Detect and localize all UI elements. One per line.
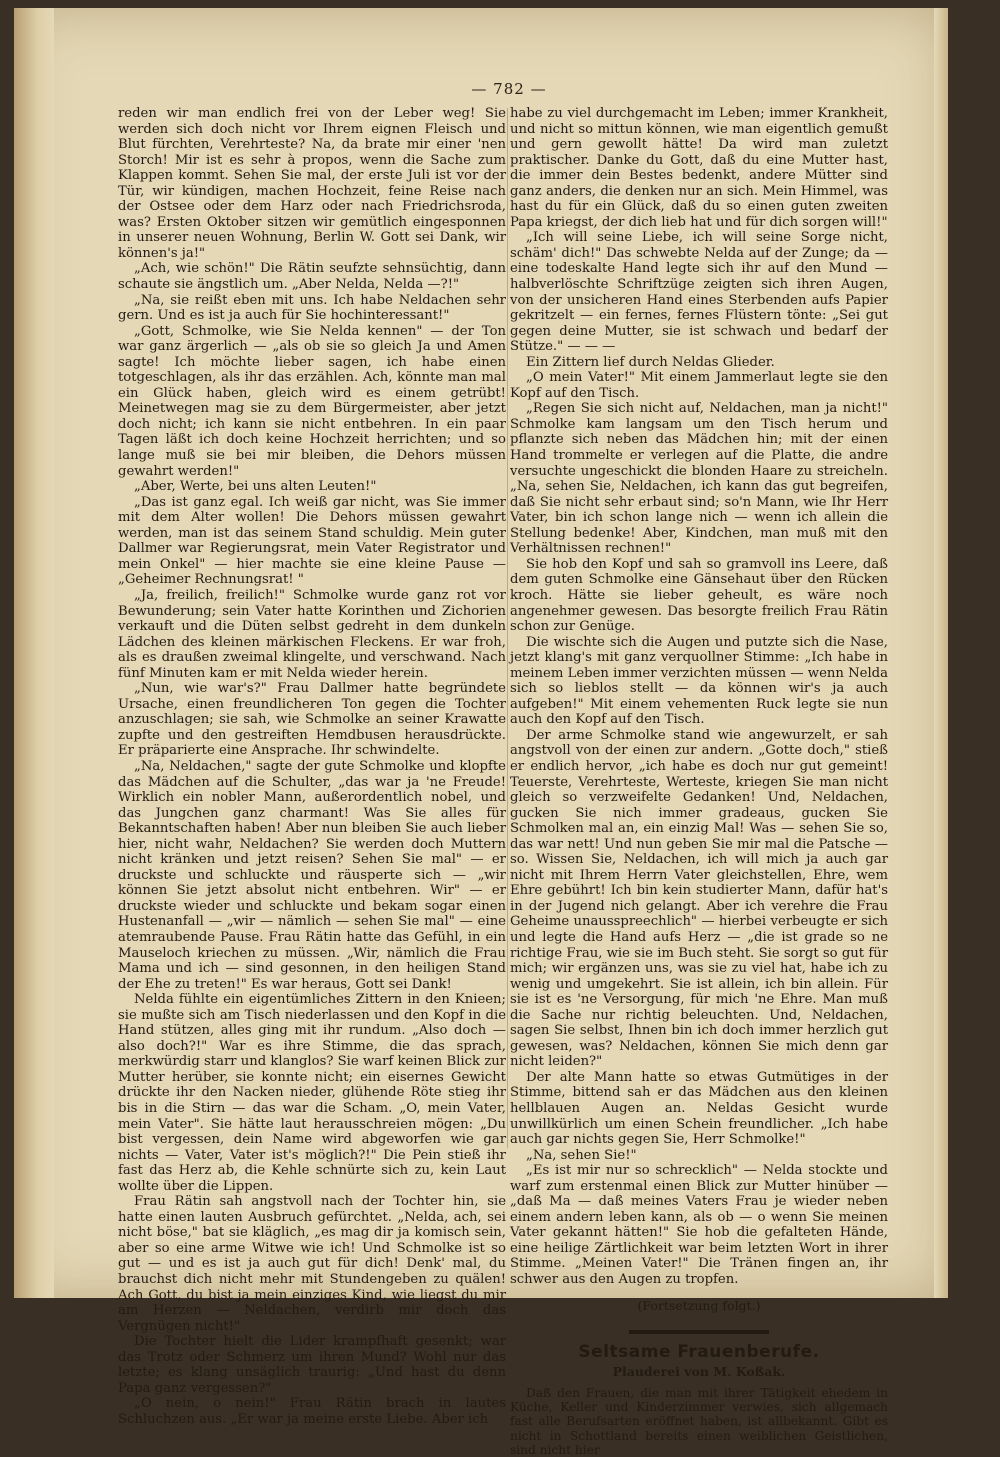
- paragraph: Ein Zittern lief durch Neldas Glieder.: [526, 354, 775, 370]
- paragraph: reden wir man endlich frei von der Leber weg! Sie werden sich doch nicht vor Ihrem eignen Fleisch und Blut fürchten, Verehrteste? Na, da brate mir einer 'nen Storch! Mir ist es sehr à propos, wenn die Sache zum Klappen kommt. Sehen Sie mal, der erste Juli ist vor der Tür, wir kündigen, machen Hochzeit, feine Reise nach der Ostsee oder dem Harz oder nach Friedrichsroda, was? Ersten Oktober sitzen wir gemütlich eingesponnen in unserer neuen Wohnung, Berlin W. Gott sei Dank, wir können's ja!": [118, 106, 506, 261]
- paragraph: Sie hob den Kopf und sah so gramvoll ins Leere, daß dem guten Schmolke eine Gänsehaut über den Rücken kroch. Hätte sie lieber geheult, es wäre noch angenehmer gewesen. Das besorgte freilich Frau Rätin schon zur Genüge.: [510, 556, 888, 635]
- paragraph: „Es ist mir nur so schrecklich" — Nelda stockte und warf zum erstenmal einen Blick zur Mutter hinüber — „daß Ma — daß meines Vaters Frau je wieder neben einem andern leben kann, als ob — o wenn Sie meinen Vater gekannt hätten!" Sie hob die gefalteten Hände, eine heilige Zärtlichkeit war beim letzten Wort in ihrer Stimme. „Meinen Vater!" Die Tränen fingen an, ihr schwer aus den Augen zu tropfen.: [510, 1163, 888, 1288]
- page-number: — 782 —: [471, 80, 547, 98]
- right-column: [510, 106, 888, 1457]
- paragraph: Frau Rätin sah angstvoll nach der Tochter hin, sie hatte einen lauten Ausbruch gefürchtet. „Nelda, ach, sei nicht böse," bat sie kläglich, „es mag dir ja komisch sein, aber so eine arme Witwe wie ich! Und Schmolke ist so gut — und es ist ja auch gut für dich! Denk' mal, du brauchst dich nicht mehr mit Stundengeben zu quälen! Ach Gott, du bist ja mein einziges Kind, wie liegst du mir am Herzen — Neldachen, verdirb mir doch das Vergnügen nicht!": [118, 1194, 506, 1334]
- section-rule: [510, 1323, 888, 1339]
- paragraph: „Das ist ganz egal. Ich weiß gar nicht, was Sie immer mit dem Alter wollen! Die Dehors müssen gewahrt werden, man ist das seinem Stand schuldig. Mein guter Dallmer war Regierungsrat, mein Vater Registrator und mein Onkel" — hier machte sie eine kleine Pause — „Geheimer Rechnungsrat! ": [118, 494, 506, 588]
- paragraph: „Na, sehen Sie!": [526, 1147, 637, 1163]
- book-spine: [14, 8, 54, 1298]
- paragraph: „Ja, freilich, freilich!" Schmolke wurde ganz rot vor Bewunderung; sein Vater hatte Korinthen und Zichorien verkauft und die Düten selbst gedreht in dem dunkeln Lädchen des kleinen märkischen Fleckens. Er war froh, als es draußen zweimal klingelte, und verschwand. Nach fünf Minuten kam er mit Nelda wieder herein.: [118, 587, 506, 681]
- left-column: [118, 106, 506, 1427]
- paragraph: „O mein Vater!" Mit einem Jammerlaut legte sie den Kopf auf den Tisch.: [510, 370, 888, 401]
- column-divider: [507, 108, 508, 1148]
- article-byline: Plauderei von M. Koßak.: [612, 1364, 786, 1380]
- article-intro: Daß den Frauen, die man mit ihrer Tätigkeit ehedem in Küche, Keller und Kinderzimmer verwies, sich allgemach fast alle Berufsarten eröffnet haben, ist allbekannt. Gibt es nicht in Schottland bereits einen weiblichen Geistlichen, sind nicht hier: [510, 1385, 888, 1457]
- paragraph: „Na, Neldachen," sagte der gute Schmolke und klopfte das Mädchen auf die Schulter, „das war ja 'ne Freude! Wirklich ein nobler Mann, außerordentlich nobel, und das Jungchen ganz charmant! Was Sie alles für Bekanntschaften haben! Aber nun bleiben Sie auch lieber hier, nicht wahr, Neldachen? Sie werden doch Muttern nicht kränken und jetzt reisen? Sehen Sie mal" — er druckste und schluckte und räusperte sich — „wir können Sie jetzt absolut nicht entbehren. Wir" — er druckste wieder und schluckte und bekam sogar einen Hustenanfall — „wir — nämlich — sehen Sie mal" — eine atemraubende Pause. Frau Rätin hatte das Gefühl, in ein Mauseloch kriechen zu müssen. „Wir, nämlich die Frau Mama und ich — sind gesonnen, in den heiligen Stand der Ehe zu treten!" Es war heraus, Gott sei Dank!: [118, 758, 506, 992]
- paragraph: „Regen Sie sich nicht auf, Neldachen, man ja nicht!" Schmolke kam langsam um den Tisch herum und pflanzte sich neben das Mädchen hin; mit der einen Hand trommelte er verlegen auf die Platte, die andre versuchte ungeschickt die blonden Haare zu streicheln. „Na, sehen Sie, Neldachen, ich kann das gut begreifen, daß Sie nicht sehr erbaut sind; so'n Mann, wie Ihr Herr Vater, bin ich schon lange nich — wenn ich allein die Stellung bedenke! Aber, Kindchen, man muß mit den Verhältnissen rechnen!": [510, 401, 888, 557]
- paragraph: Der alte Mann hatte so etwas Gutmütiges in der Stimme, bittend sah er das Mädchen aus den kleinen hellblauen Augen an. Neldas Gesicht wurde unwillkürlich um einen Schein freundlicher. „Ich habe auch gar nichts gegen Sie, Herr Schmolke!": [510, 1069, 888, 1148]
- paragraph: „Aber, Werte, bei uns alten Leuten!": [134, 479, 377, 495]
- paragraph: habe zu viel durchgemacht im Leben; immer Krankheit, und nicht so mittun können, wie man eigentlich gemußt und gern gewollt hätte! Da wird man zuletzt praktischer. Danke du Gott, daß du eine Mutter hast, die immer dein Bestes bedenkt, andere Mütter sind ganz anders, die denken nur an sich. Mein Himmel, was hast du für ein Glück, daß du so einen guten zweiten Papa kriegst, der dich lieb hat und für dich sorgen will!": [510, 106, 888, 230]
- paragraph: Die Tochter hielt die Lider krampfhaft gesenkt; war das Trotz oder Schmerz um ihren Mund? Wohl nur das letzte; es klang unsäglich traurig: „Und hast du denn Papa ganz vergessen?": [118, 1334, 506, 1396]
- article-title: Seltsame Frauenberufe.: [578, 1341, 820, 1362]
- paragraph: Nelda fühlte ein eigentümliches Zittern in den Knieen; sie mußte sich am Tisch niederlassen und den Kopf in die Hand stützen, alles ging mit ihr rundum. „Also doch — also doch?!" War es ihre Stimme, die das sprach, merkwürdig starr und klanglos? Sie warf keinen Blick zur Mutter herüber, sie konnte nicht; ein eisernes Gewicht drückte ihr den Nacken nieder, glühende Röte stieg ihr bis in die Stirn — das war die Scham. „O, mein Vater, mein Vater". Sie hätte laut herausschreien mögen: „Du bist vergessen, dein Name wird abgeworfen wie gar nichts — Vater, Vater ist's möglich?!" Die Pein stieß ihr fast das Herz ab, die Kehle schnürte sich zu, kein Laut wollte über die Lippen.: [118, 992, 506, 1194]
- paragraph: „O nein, o nein!" Frau Rätin brach in lautes Schluchzen aus. „Er war ja meine erste Liebe. Aber ich: [118, 1396, 506, 1427]
- paragraph: „Ach, wie schön!" Die Rätin seufzte sehnsüchtig, dann schaute sie ängstlich um. „Aber Nelda, Nelda —?!": [118, 261, 506, 293]
- paragraph: Die wischte sich die Augen und putzte sich die Nase, jetzt klang's mit ganz verquollner Stimme: „Ich habe in meinem Leben immer verzichten müssen — wenn Nelda sich so lieblos stellt — da können wir's ja auch aufgeben!" Mit einem vehementen Ruck legte sie nun auch den Kopf auf den Tisch.: [510, 634, 888, 728]
- page-edge: [934, 8, 948, 1298]
- paragraph: „Gott, Schmolke, wie Sie Nelda kennen" — der Ton war ganz ärgerlich — „als ob sie so gleich Ja und Amen sagte! Ich möchte lieber sagen, ich habe einen totgeschlagen, als ihr das erzählen. Ach, könnte man mal ein Glück haben, gleich wird es einem getrübt! Meinetwegen mag sie zu dem Bürgermeister, aber jetzt doch nicht; ich kann sie nicht entbehren. In ein paar Tagen läßt ich doch keine Hochzeit herrichten; und so lange muß sie bei mir bleiben, die Dehors müssen gewahrt werden!": [118, 323, 506, 479]
- paragraph: Der arme Schmolke stand wie angewurzelt, er sah angstvoll von der einen zur andern. „Gotte doch," stieß er endlich hervor, „ich habe es doch nur gut gemeint! Teuerste, Verehrteste, Werteste, kriegen Sie man nicht gleich so verzweifelte Gedanken! Und, Neldachen, gucken Sie nich immer gradeaus, gucken Sie Schmolken mal an, ein einzig Mal! Was — sehen Sie so, das war nett! Und nun geben Sie mir mal die Patsche — so. Wissen Sie, Neldachen, ich will mich ja auch gar nicht mit Ihrem Herrn Vater gleichstellen, Ehre, wem Ehre gebührt! Ich bin kein studierter Mann, dafür hat's in der Jugend nich gelangt. Aber ich verehre die Frau Geheime unausspreechlich" — hierbei verbeugte er sich und legte die Hand aufs Herz — „die ist grade so ne richtige Frau, wie sie im Buch steht. Sie sorgt so gut für mich; wir ergänzen uns, was sie zu viel hat, habe ich zu wenig und umgekehrt. Sie ist allein, ich bin allein. Für sie ist es 'ne Versorgung, für mich 'ne Ehre. Man muß die Sache nur richtig beleuchten. Und, Neldachen, sagen Sie selbst, Ihnen bin ich doch immer herzlich gut gewesen, was? Neldachen, können Sie mich denn gar nicht leiden?": [510, 727, 888, 1070]
- paragraph: „Na, sie reißt eben mit uns. Ich habe Neldachen sehr gern. Und es ist ja auch für Sie hochinteressant!": [118, 292, 506, 324]
- paragraph: „Nun, wie war's?" Frau Dallmer hatte begründete Ursache, einen freundlicheren Ton gegen die Tochter anzuschlagen; sie sah, wie Schmolke an seiner Krawatte zupfte und den gestreiften Hemdbusen herausdrückte. Er präparierte eine Ansprache. Ihr schwindelte.: [118, 681, 506, 759]
- newspaper-page: [14, 8, 948, 1457]
- continued-note: (Fortsetzung folgt.): [637, 1297, 761, 1313]
- paragraph: „Ich will seine Liebe, ich will seine Sorge nicht, schäm' dich!" Das schwebte Nelda auf der Zunge; da — eine todeskalte Hand legte sich ihr auf den Mund — halbverlöschte Schriftzüge zeigten sich ihren Augen, von der unsicheren Hand eines Sterbenden aufs Papier gekritzelt — ein fernes, fernes Flüstern tönte: „Sei gut gegen deine Mutter, sie ist schwach und bedarf der Stütze." — — —: [510, 230, 888, 355]
